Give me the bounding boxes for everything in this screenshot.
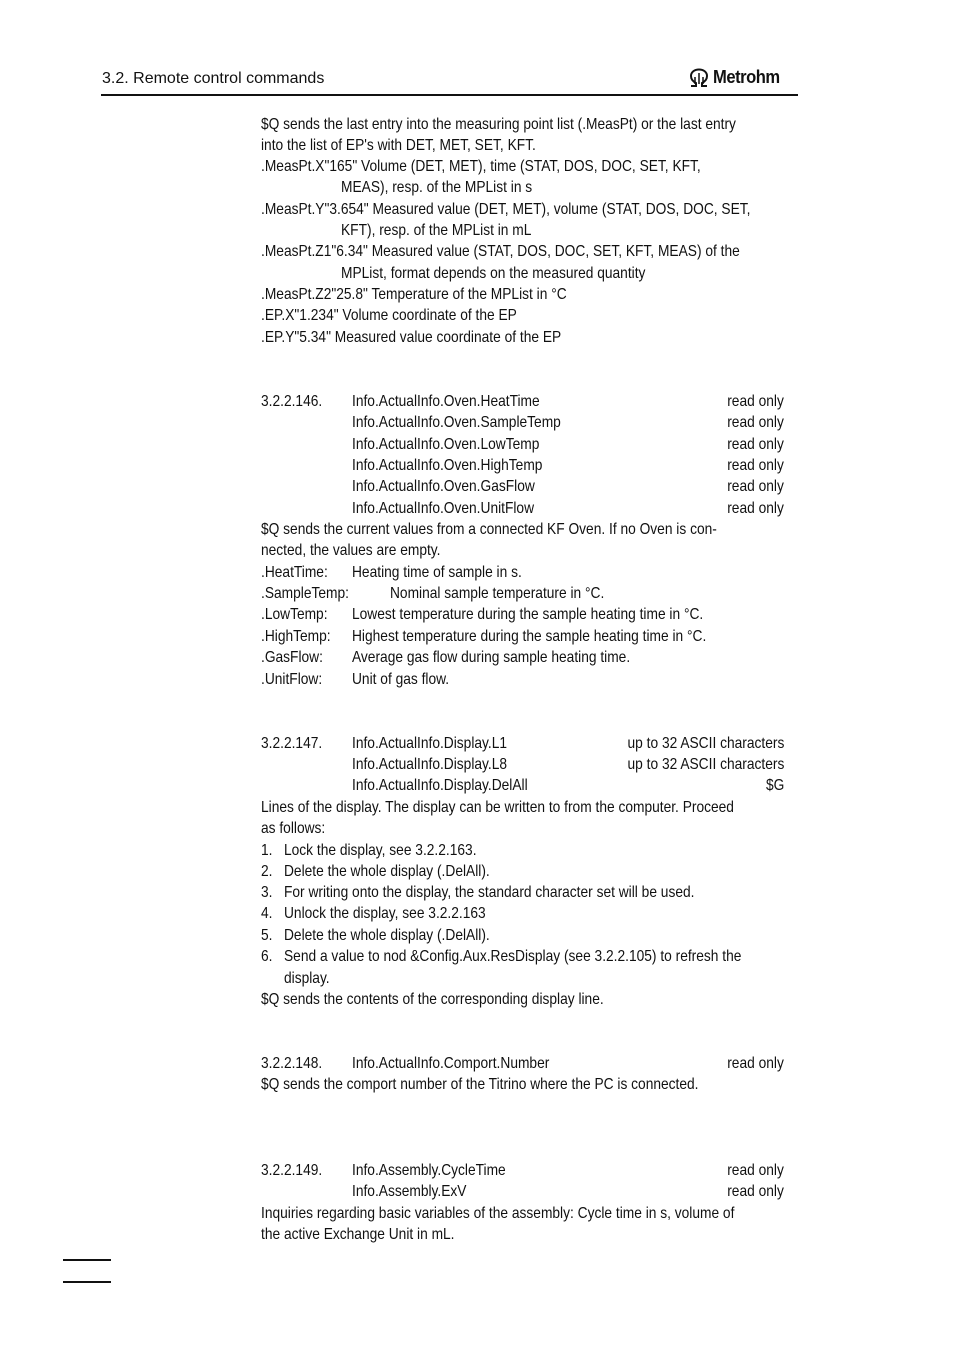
access-mode: read only	[727, 1055, 784, 1072]
measpt-y-line1: .MeasPt.Y"3.654" Measured value (DET, MET), volume (STAT, DOS, DOC, SET,	[261, 201, 751, 218]
param-name: .HighTemp:	[261, 628, 331, 645]
param-desc: Highest temperature during the sample heating time in °C.	[352, 628, 707, 645]
section-149-desc-line2: the active Exchange Unit in mL.	[261, 1226, 455, 1243]
section-number-146: 3.2.2.146.	[261, 393, 323, 410]
step-number: 2.	[261, 863, 273, 880]
step-text: Lock the display, see 3.2.2.163.	[284, 842, 477, 859]
step-text: Delete the whole display (.DelAll).	[284, 927, 490, 944]
param-desc: Heating time of sample in s.	[352, 564, 522, 581]
measpt-intro-line2: into the list of EP's with DET, MET, SET, KFT.	[261, 137, 536, 154]
command-name: Info.ActualInfo.Oven.GasFlow	[352, 478, 535, 495]
access-mode: read only	[727, 436, 784, 453]
section-149-desc-line1: Inquiries regarding basic variables of the assembly: Cycle time in s, volume of	[261, 1205, 735, 1222]
brand-name: Metrohm	[713, 67, 780, 87]
access-mode: read only	[727, 478, 784, 495]
footer-rule-bottom	[63, 1281, 111, 1283]
measpt-z1-line1: .MeasPt.Z1"6.34" Measured value (STAT, DOS, DOC, SET, KFT, MEAS) of the	[261, 243, 740, 260]
measpt-z2-line: .MeasPt.Z2"25.8" Temperature of the MPList in °C	[261, 286, 567, 303]
measpt-z1-line2: MPList, format depends on the measured quantity	[341, 265, 646, 282]
access-mode: up to 32 ASCII characters	[627, 756, 784, 773]
measpt-intro-line1: $Q sends the last entry into the measuring point list (.MeasPt) or the last entry	[261, 116, 736, 133]
access-mode: $G	[765, 777, 784, 794]
section-147-desc-line1: Lines of the display. The display can be written to from the computer. Proceed	[261, 799, 734, 816]
measpt-x-line1: .MeasPt.X"165" Volume (DET, MET), time (STAT, DOS, DOC, SET, KFT,	[261, 158, 701, 175]
header-rule	[101, 94, 798, 96]
command-name: Info.ActualInfo.Display.L1	[352, 735, 508, 752]
param-desc: Unit of gas flow.	[352, 671, 450, 688]
section-number-147: 3.2.2.147.	[261, 735, 323, 752]
step-text: Send a value to nod &Config.Aux.ResDisplay (see 3.2.2.105) to refresh the	[284, 948, 742, 965]
step-number: 5.	[261, 927, 273, 944]
section-148-desc: $Q sends the comport number of the Titrino where the PC is connected.	[261, 1076, 699, 1093]
step-number: 6.	[261, 948, 273, 965]
param-name: .LowTemp:	[261, 606, 328, 623]
command-name: Info.ActualInfo.Display.DelAll	[352, 777, 528, 794]
command-name: Info.ActualInfo.Oven.UnitFlow	[352, 500, 535, 517]
access-mode: read only	[727, 457, 784, 474]
command-name: Info.ActualInfo.Oven.LowTemp	[352, 436, 540, 453]
command-name: Info.ActualInfo.Comport.Number	[352, 1055, 550, 1072]
command-name: Info.Assembly.ExV	[352, 1183, 467, 1200]
step-number: 1.	[261, 842, 273, 859]
param-name: .UnitFlow:	[261, 671, 323, 688]
ep-x-line: .EP.X"1.234" Volume coordinate of the EP	[261, 307, 517, 324]
metrohm-omega-icon	[688, 68, 710, 88]
access-mode: up to 32 ASCII characters	[627, 735, 784, 752]
param-desc: Nominal sample temperature in °C.	[390, 585, 605, 602]
section-number-148: 3.2.2.148.	[261, 1055, 323, 1072]
step-text-continued: display.	[284, 970, 330, 987]
command-name: Info.ActualInfo.Oven.HeatTime	[352, 393, 540, 410]
step-number: 3.	[261, 884, 273, 901]
brand-logo	[688, 67, 786, 88]
param-name: .SampleTemp:	[261, 585, 349, 602]
section-146-desc-line1: $Q sends the current values from a connected KF Oven. If no Oven is con-	[261, 521, 717, 538]
param-name: .GasFlow:	[261, 649, 323, 666]
step-text: For writing onto the display, the standard character set will be used.	[284, 884, 695, 901]
section-146-desc-line2: nected, the values are empty.	[261, 542, 441, 559]
ep-y-line: .EP.Y"5.34" Measured value coordinate of the EP	[261, 329, 562, 346]
command-name: Info.ActualInfo.Oven.SampleTemp	[352, 414, 561, 431]
param-name: .HeatTime:	[261, 564, 328, 581]
step-number: 4.	[261, 905, 273, 922]
step-text: Unlock the display, see 3.2.2.163	[284, 905, 486, 922]
access-mode: read only	[727, 414, 784, 431]
footer-rule-top	[63, 1259, 111, 1261]
access-mode: read only	[727, 393, 784, 410]
param-desc: Lowest temperature during the sample heating time in °C.	[352, 606, 704, 623]
access-mode: read only	[727, 1183, 784, 1200]
command-name: Info.ActualInfo.Oven.HighTemp	[352, 457, 543, 474]
access-mode: read only	[727, 500, 784, 517]
section-147-desc-line3: $Q sends the contents of the corresponding display line.	[261, 991, 604, 1008]
measpt-y-line2: KFT), resp. of the MPList in mL	[341, 222, 532, 239]
section-147-desc-line2: as follows:	[261, 820, 326, 837]
access-mode: read only	[727, 1162, 784, 1179]
param-desc: Average gas flow during sample heating time.	[352, 649, 631, 666]
running-header: 3.2. Remote control commands	[102, 70, 325, 87]
section-number-149: 3.2.2.149.	[261, 1162, 323, 1179]
measpt-x-line2: MEAS), resp. of the MPList in s	[341, 179, 533, 196]
command-name: Info.Assembly.CycleTime	[352, 1162, 506, 1179]
step-text: Delete the whole display (.DelAll).	[284, 863, 490, 880]
command-name: Info.ActualInfo.Display.L8	[352, 756, 508, 773]
